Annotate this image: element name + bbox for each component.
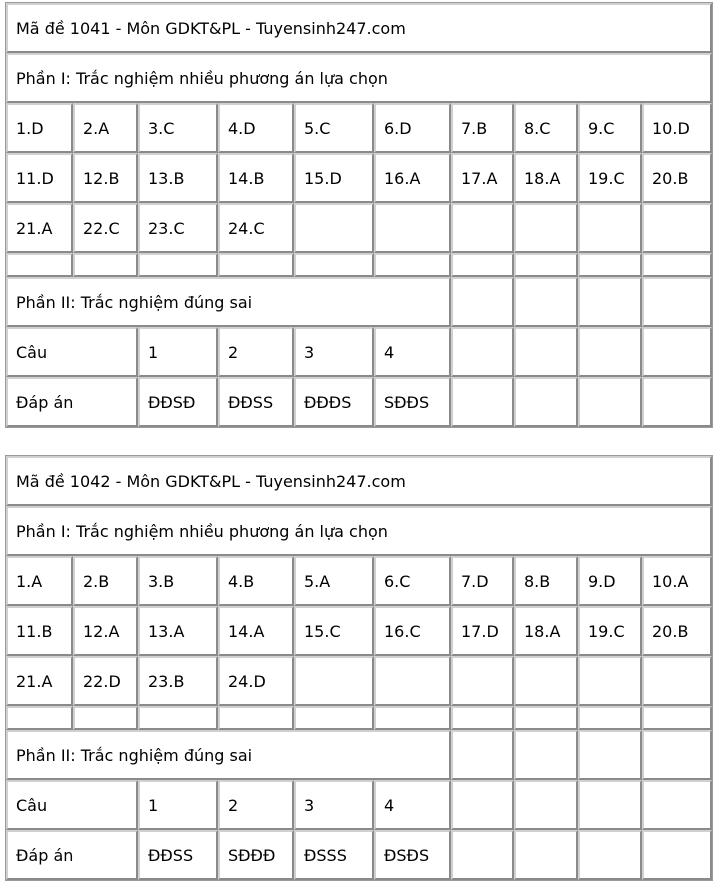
answer-cell: 12.B <box>73 153 138 203</box>
answer-cell: 20.B <box>642 606 712 656</box>
spacer-cell <box>514 253 578 277</box>
answer-cell: 5.C <box>294 103 374 153</box>
answer-cell: 5.A <box>294 556 374 606</box>
empty-cell <box>514 277 578 327</box>
answer-header-label: Đáp án <box>6 377 138 427</box>
empty-cell <box>642 780 712 830</box>
empty-cell <box>642 656 712 706</box>
spacer-cell <box>73 253 138 277</box>
spacer-cell <box>451 253 514 277</box>
answer-cell: 16.C <box>374 606 451 656</box>
empty-cell <box>514 377 578 427</box>
question-number: 1 <box>138 327 218 377</box>
answer-cell: 10.D <box>642 103 712 153</box>
spacer-cell <box>6 253 73 277</box>
question-number: 3 <box>294 780 374 830</box>
empty-cell <box>514 327 578 377</box>
true-false-answer: ĐĐĐS <box>294 377 374 427</box>
answer-cell: 14.B <box>218 153 294 203</box>
answer-cell: 3.C <box>138 103 218 153</box>
true-false-answer: ĐĐSĐ <box>138 377 218 427</box>
empty-cell <box>451 277 514 327</box>
part2-title: Phần II: Trắc nghiệm đúng sai <box>6 730 451 780</box>
answer-cell: 15.C <box>294 606 374 656</box>
spacer-cell <box>374 706 451 730</box>
answer-cell: 24.C <box>218 203 294 253</box>
answer-cell: 17.D <box>451 606 514 656</box>
empty-cell <box>578 377 642 427</box>
question-number: 4 <box>374 780 451 830</box>
answer-table-1041 <box>5 2 713 428</box>
answer-cell: 6.C <box>374 556 451 606</box>
empty-cell <box>578 656 642 706</box>
empty-cell <box>642 327 712 377</box>
empty-cell <box>451 377 514 427</box>
question-number: 2 <box>218 327 294 377</box>
answer-cell: 12.A <box>73 606 138 656</box>
question-number: 3 <box>294 327 374 377</box>
answer-cell: 18.A <box>514 153 578 203</box>
answer-cell: 18.A <box>514 606 578 656</box>
part1-title: Phần I: Trắc nghiệm nhiều phương án lựa chọn <box>6 53 712 103</box>
answer-cell: 13.B <box>138 153 218 203</box>
answer-cell: 23.B <box>138 656 218 706</box>
empty-cell <box>451 730 514 780</box>
answer-cell: 24.D <box>218 656 294 706</box>
spacer-cell <box>294 253 374 277</box>
empty-cell <box>451 830 514 880</box>
true-false-answer: SĐĐS <box>374 377 451 427</box>
empty-cell <box>578 730 642 780</box>
empty-cell <box>451 203 514 253</box>
answer-cell: 7.D <box>451 556 514 606</box>
question-number: 4 <box>374 327 451 377</box>
empty-cell <box>578 830 642 880</box>
answer-table-1042 <box>5 455 713 881</box>
answer-cell: 4.B <box>218 556 294 606</box>
true-false-answer: SĐĐĐ <box>218 830 294 880</box>
empty-cell <box>642 730 712 780</box>
empty-cell <box>514 656 578 706</box>
spacer-cell <box>6 706 73 730</box>
true-false-answer: ĐSĐS <box>374 830 451 880</box>
empty-cell <box>514 830 578 880</box>
empty-cell <box>578 277 642 327</box>
question-number: 2 <box>218 780 294 830</box>
answer-cell: 8.C <box>514 103 578 153</box>
empty-cell <box>578 203 642 253</box>
empty-cell <box>451 656 514 706</box>
spacer-cell <box>514 706 578 730</box>
empty-cell <box>374 203 451 253</box>
empty-cell <box>514 730 578 780</box>
spacer-cell <box>374 253 451 277</box>
answer-cell: 3.B <box>138 556 218 606</box>
empty-cell <box>451 780 514 830</box>
empty-cell <box>642 203 712 253</box>
empty-cell <box>642 830 712 880</box>
spacer-cell <box>138 253 218 277</box>
answer-cell: 7.B <box>451 103 514 153</box>
part2-title: Phần II: Trắc nghiệm đúng sai <box>6 277 451 327</box>
empty-cell <box>642 277 712 327</box>
spacer-cell <box>218 706 294 730</box>
answer-cell: 1.D <box>6 103 73 153</box>
answer-cell: 13.A <box>138 606 218 656</box>
empty-cell <box>374 656 451 706</box>
answer-cell: 22.D <box>73 656 138 706</box>
empty-cell <box>578 780 642 830</box>
spacer-cell <box>578 706 642 730</box>
part1-title: Phần I: Trắc nghiệm nhiều phương án lựa chọn <box>6 506 712 556</box>
answer-cell: 19.C <box>578 153 642 203</box>
answer-cell: 6.D <box>374 103 451 153</box>
answer-header-label: Đáp án <box>6 830 138 880</box>
true-false-answer: ĐĐSS <box>138 830 218 880</box>
answer-cell: 23.C <box>138 203 218 253</box>
empty-cell <box>578 327 642 377</box>
question-number: 1 <box>138 780 218 830</box>
empty-cell <box>451 327 514 377</box>
spacer-cell <box>578 253 642 277</box>
answer-cell: 11.D <box>6 153 73 203</box>
spacer-cell <box>218 253 294 277</box>
spacer-cell <box>138 706 218 730</box>
empty-cell <box>294 656 374 706</box>
answer-cell: 14.A <box>218 606 294 656</box>
spacer-cell <box>642 253 712 277</box>
answer-cell: 8.B <box>514 556 578 606</box>
spacer-cell <box>73 706 138 730</box>
true-false-answer: ĐSSS <box>294 830 374 880</box>
empty-cell <box>294 203 374 253</box>
answer-cell: 16.A <box>374 153 451 203</box>
question-header-label: Câu <box>6 780 138 830</box>
answer-cell: 21.A <box>6 203 73 253</box>
answer-cell: 1.A <box>6 556 73 606</box>
answer-cell: 4.D <box>218 103 294 153</box>
answer-cell: 9.D <box>578 556 642 606</box>
answer-cell: 17.A <box>451 153 514 203</box>
empty-cell <box>514 780 578 830</box>
answer-cell: 22.C <box>73 203 138 253</box>
answer-cell: 21.A <box>6 656 73 706</box>
exam-code-title: Mã đề 1042 - Môn GDKT&PL - Tuyensinh247.com <box>6 456 712 506</box>
question-header-label: Câu <box>6 327 138 377</box>
answer-cell: 11.B <box>6 606 73 656</box>
empty-cell <box>642 377 712 427</box>
answer-cell: 15.D <box>294 153 374 203</box>
answer-cell: 2.B <box>73 556 138 606</box>
answer-cell: 9.C <box>578 103 642 153</box>
spacer-cell <box>642 706 712 730</box>
answer-cell: 10.A <box>642 556 712 606</box>
exam-code-title: Mã đề 1041 - Môn GDKT&PL - Tuyensinh247.com <box>6 3 712 53</box>
spacer-cell <box>294 706 374 730</box>
answer-cell: 2.A <box>73 103 138 153</box>
answer-cell: 20.B <box>642 153 712 203</box>
empty-cell <box>514 203 578 253</box>
answer-cell: 19.C <box>578 606 642 656</box>
true-false-answer: ĐĐSS <box>218 377 294 427</box>
spacer-cell <box>451 706 514 730</box>
